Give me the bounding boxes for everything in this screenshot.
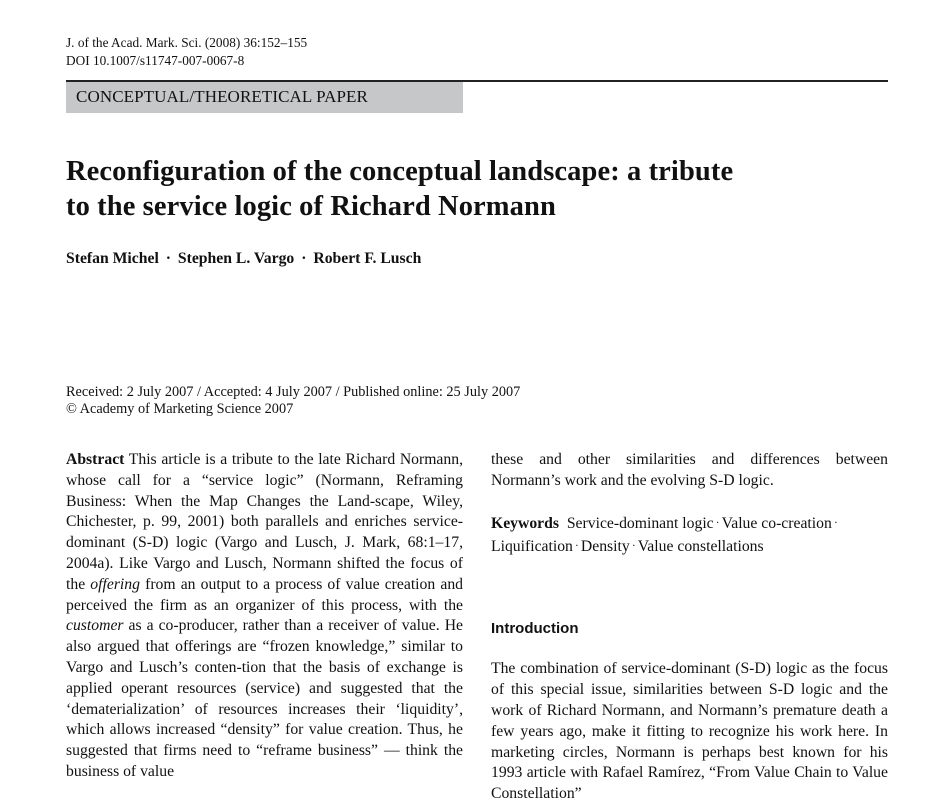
author-separator: · bbox=[301, 250, 307, 267]
abstract-text: from an output to a process of value creation and perceived the firm as an organizer of this process, with the bbox=[66, 575, 464, 614]
keyword: Value constellations bbox=[637, 537, 764, 555]
keyword: Value co-creation bbox=[721, 515, 832, 533]
article-type-label: CONCEPTUAL/THEORETICAL PAPER bbox=[76, 87, 368, 106]
keyword: Liquification bbox=[491, 537, 573, 555]
paper-title bbox=[66, 155, 826, 224]
keyword: Service-dominant logic bbox=[566, 515, 714, 533]
abstract-emphasis: offering bbox=[90, 575, 140, 593]
author-list bbox=[66, 250, 421, 268]
abstract-column bbox=[66, 450, 463, 783]
abstract-emphasis: customer bbox=[66, 617, 124, 635]
author-name: Stephen L. Vargo bbox=[177, 250, 295, 267]
copyright-line: © Academy of Marketing Science 2007 bbox=[66, 401, 294, 417]
abstract-label: Abstract bbox=[66, 451, 125, 468]
right-column bbox=[491, 450, 888, 805]
journal-citation bbox=[66, 34, 307, 70]
keyword: Density bbox=[580, 537, 630, 555]
doi-line: DOI 10.1007/s11747-007-0067-8 bbox=[66, 53, 245, 68]
article-type-banner bbox=[66, 82, 463, 113]
journal-line: J. of the Acad. Mark. Sci. (2008) 36:152–155 bbox=[66, 35, 308, 50]
introduction-paragraph: The combination of service-dominant (S-D) logic as the focus of this special issue, similarities between S-D logic and the work of Richard Normann, and Normann’s premature death a few years ago, make it fitting to recognize his work here. In marketing circles, Normann is perhaps best known for his 1993 article with Rafael Ramírez, “From Value Chain to Value Constellation” bbox=[491, 660, 888, 803]
section-heading-introduction: Introduction bbox=[491, 619, 579, 637]
title-line-1: Reconfiguration of the conceptual landscape: a tribute bbox=[66, 156, 734, 187]
abstract-text: as a co-producer, rather than a receiver of value. He also argued that offerings are “frozen knowledge,” similar to Vargo and Lusch’s conten-tion that the basis of exchange is applied operant resources (service) and suggested that the ‘dematerialization’ of resources increases their ‘liquidity’, which allows increased “density” for value creation. Thus, he suggested that firms need to “reframe business” — think the business of value bbox=[66, 617, 463, 780]
received-accepted-line: Received: 2 July 2007 / Accepted: 4 July 2007 / Published online: 25 July 2007 bbox=[66, 384, 521, 400]
author-separator: · bbox=[165, 250, 171, 267]
author-name: Stefan Michel bbox=[66, 250, 159, 267]
keywords-block: Keywords Service-dominant logic · Value co-creation · Liquification · Density · Value constellations bbox=[491, 515, 838, 555]
abstract-text: This article is a tribute to the late Richard Normann, whose call for a “service logic” (Normann, Reframing Business: When the Map Changes the Land-scape, Wiley, Chichester, p. 99, 2001) both parallels and enriches service-dominant (S-D) logic (Vargo and Lusch, J. Mark, 68:1–17, 2004a). Like Vargo and Lusch, Normann shifted the focus of the bbox=[66, 451, 463, 593]
abstract-continuation: these and other similarities and differences between Normann’s work and the evolving S-D logic. bbox=[491, 451, 888, 489]
publication-dates bbox=[66, 384, 520, 418]
keywords-label: Keywords bbox=[491, 515, 559, 533]
author-name: Robert F. Lusch bbox=[313, 250, 422, 267]
abstract-paragraph bbox=[66, 450, 463, 783]
title-line-2: to the service logic of Richard Normann bbox=[66, 190, 556, 222]
